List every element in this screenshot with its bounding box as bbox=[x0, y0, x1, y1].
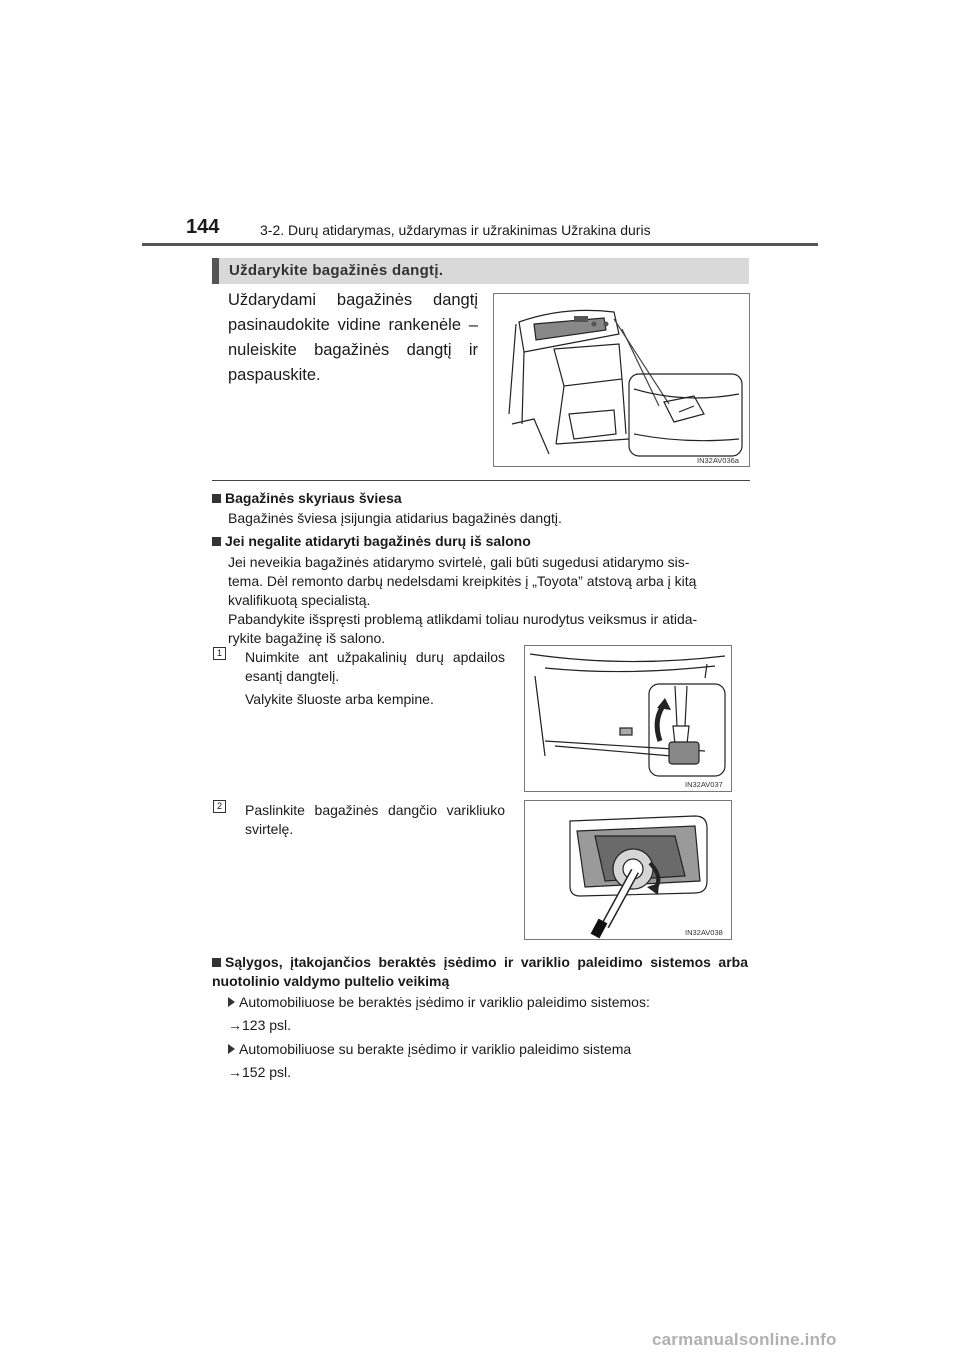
section-title: Uždarykite bagažinės dangtį. bbox=[229, 262, 444, 279]
step-number-badge: 1 bbox=[213, 647, 226, 660]
section-divider bbox=[212, 480, 750, 481]
cover-removal-illustration bbox=[525, 646, 731, 791]
section-intro-text: Uždarydami bagažinės dangtį pasinaudokite vidine rankenėle – nuleiskite bagažinės dangtį ir paspauskite. bbox=[228, 291, 478, 384]
item-heading-text: Bagažinės skyriaus šviesa bbox=[225, 490, 402, 506]
item-heading bbox=[212, 533, 531, 549]
condition-bullet bbox=[228, 993, 650, 1012]
item-heading bbox=[212, 490, 402, 506]
item-text bbox=[228, 553, 747, 648]
text-line: rykite bagažinę iš salono. bbox=[228, 630, 386, 646]
page-reference-link[interactable]: →123 psl. bbox=[228, 1017, 292, 1033]
figure-remove-cover bbox=[524, 645, 732, 792]
section-heading-bar bbox=[212, 258, 749, 284]
figure-move-lever bbox=[524, 800, 732, 940]
conditions-heading-text: Sąlygos, įtakojančios beraktės įsėdimo ir variklio paleidimo sistemos arba nuotolinio valdymo pultelio veikimą bbox=[212, 954, 748, 989]
page-number: 144 bbox=[186, 216, 220, 238]
step-text: Paslinkite bagažinės dangčio varikliuko svirtelę. bbox=[245, 802, 505, 837]
black-square-icon bbox=[212, 537, 221, 546]
lever-illustration bbox=[525, 801, 731, 939]
conditions-heading bbox=[212, 953, 748, 991]
step-number-badge: 2 bbox=[213, 800, 226, 813]
text-line: kvalifikuotą specialistą. bbox=[228, 592, 371, 608]
figure-caption: IN32AV037 bbox=[685, 780, 723, 789]
figure-back-door-handle bbox=[493, 293, 750, 467]
item-heading-text: Jei negalite atidaryti bagažinės durų iš salono bbox=[225, 533, 531, 549]
text-line: Pabandykite išspręsti problemą atlikdami toliau nurodytus veiksmus ir atida- bbox=[228, 611, 698, 627]
watermark-text: carmanualsonline.info bbox=[652, 1330, 837, 1349]
right-triangle-icon bbox=[228, 997, 235, 1007]
item-text: Bagažinės šviesa įsijungia atidarius bagažinės dangtį. bbox=[228, 510, 562, 526]
chapter-header-title: 3-2. Durų atidarymas, uždarymas ir užrakinimas Užrakina duris bbox=[260, 222, 651, 238]
page-reference-link[interactable]: →152 psl. bbox=[228, 1064, 292, 1080]
text-line: tema. Dėl remonto darbų nedelsdami kreipkitės į „Toyota” atstovą arba į kitą bbox=[228, 573, 697, 589]
black-square-icon bbox=[212, 494, 221, 503]
header-divider bbox=[142, 243, 818, 246]
figure-caption: IN32AV036a bbox=[697, 456, 739, 465]
step-subtext: Valykite šluoste arba kempine. bbox=[245, 691, 434, 707]
figure-caption: IN32AV038 bbox=[685, 928, 723, 937]
condition-bullet-text: Automobiliuose be beraktės įsėdimo ir variklio paleidimo sistemos: bbox=[239, 994, 650, 1010]
text-line: Jei neveikia bagažinės atidarymo svirtelė, gali būti sugedusi atidarymo sis- bbox=[228, 554, 690, 570]
back-door-illustration bbox=[494, 294, 749, 466]
step-text: Nuimkite ant užpakalinių durų apdailos esantį dangtelį. bbox=[245, 649, 505, 684]
right-triangle-icon bbox=[228, 1044, 235, 1054]
condition-bullet bbox=[228, 1040, 631, 1059]
condition-bullet-text: Automobiliuose su berakte įsėdimo ir variklio paleidimo sistema bbox=[239, 1041, 632, 1057]
black-square-icon bbox=[212, 958, 221, 967]
